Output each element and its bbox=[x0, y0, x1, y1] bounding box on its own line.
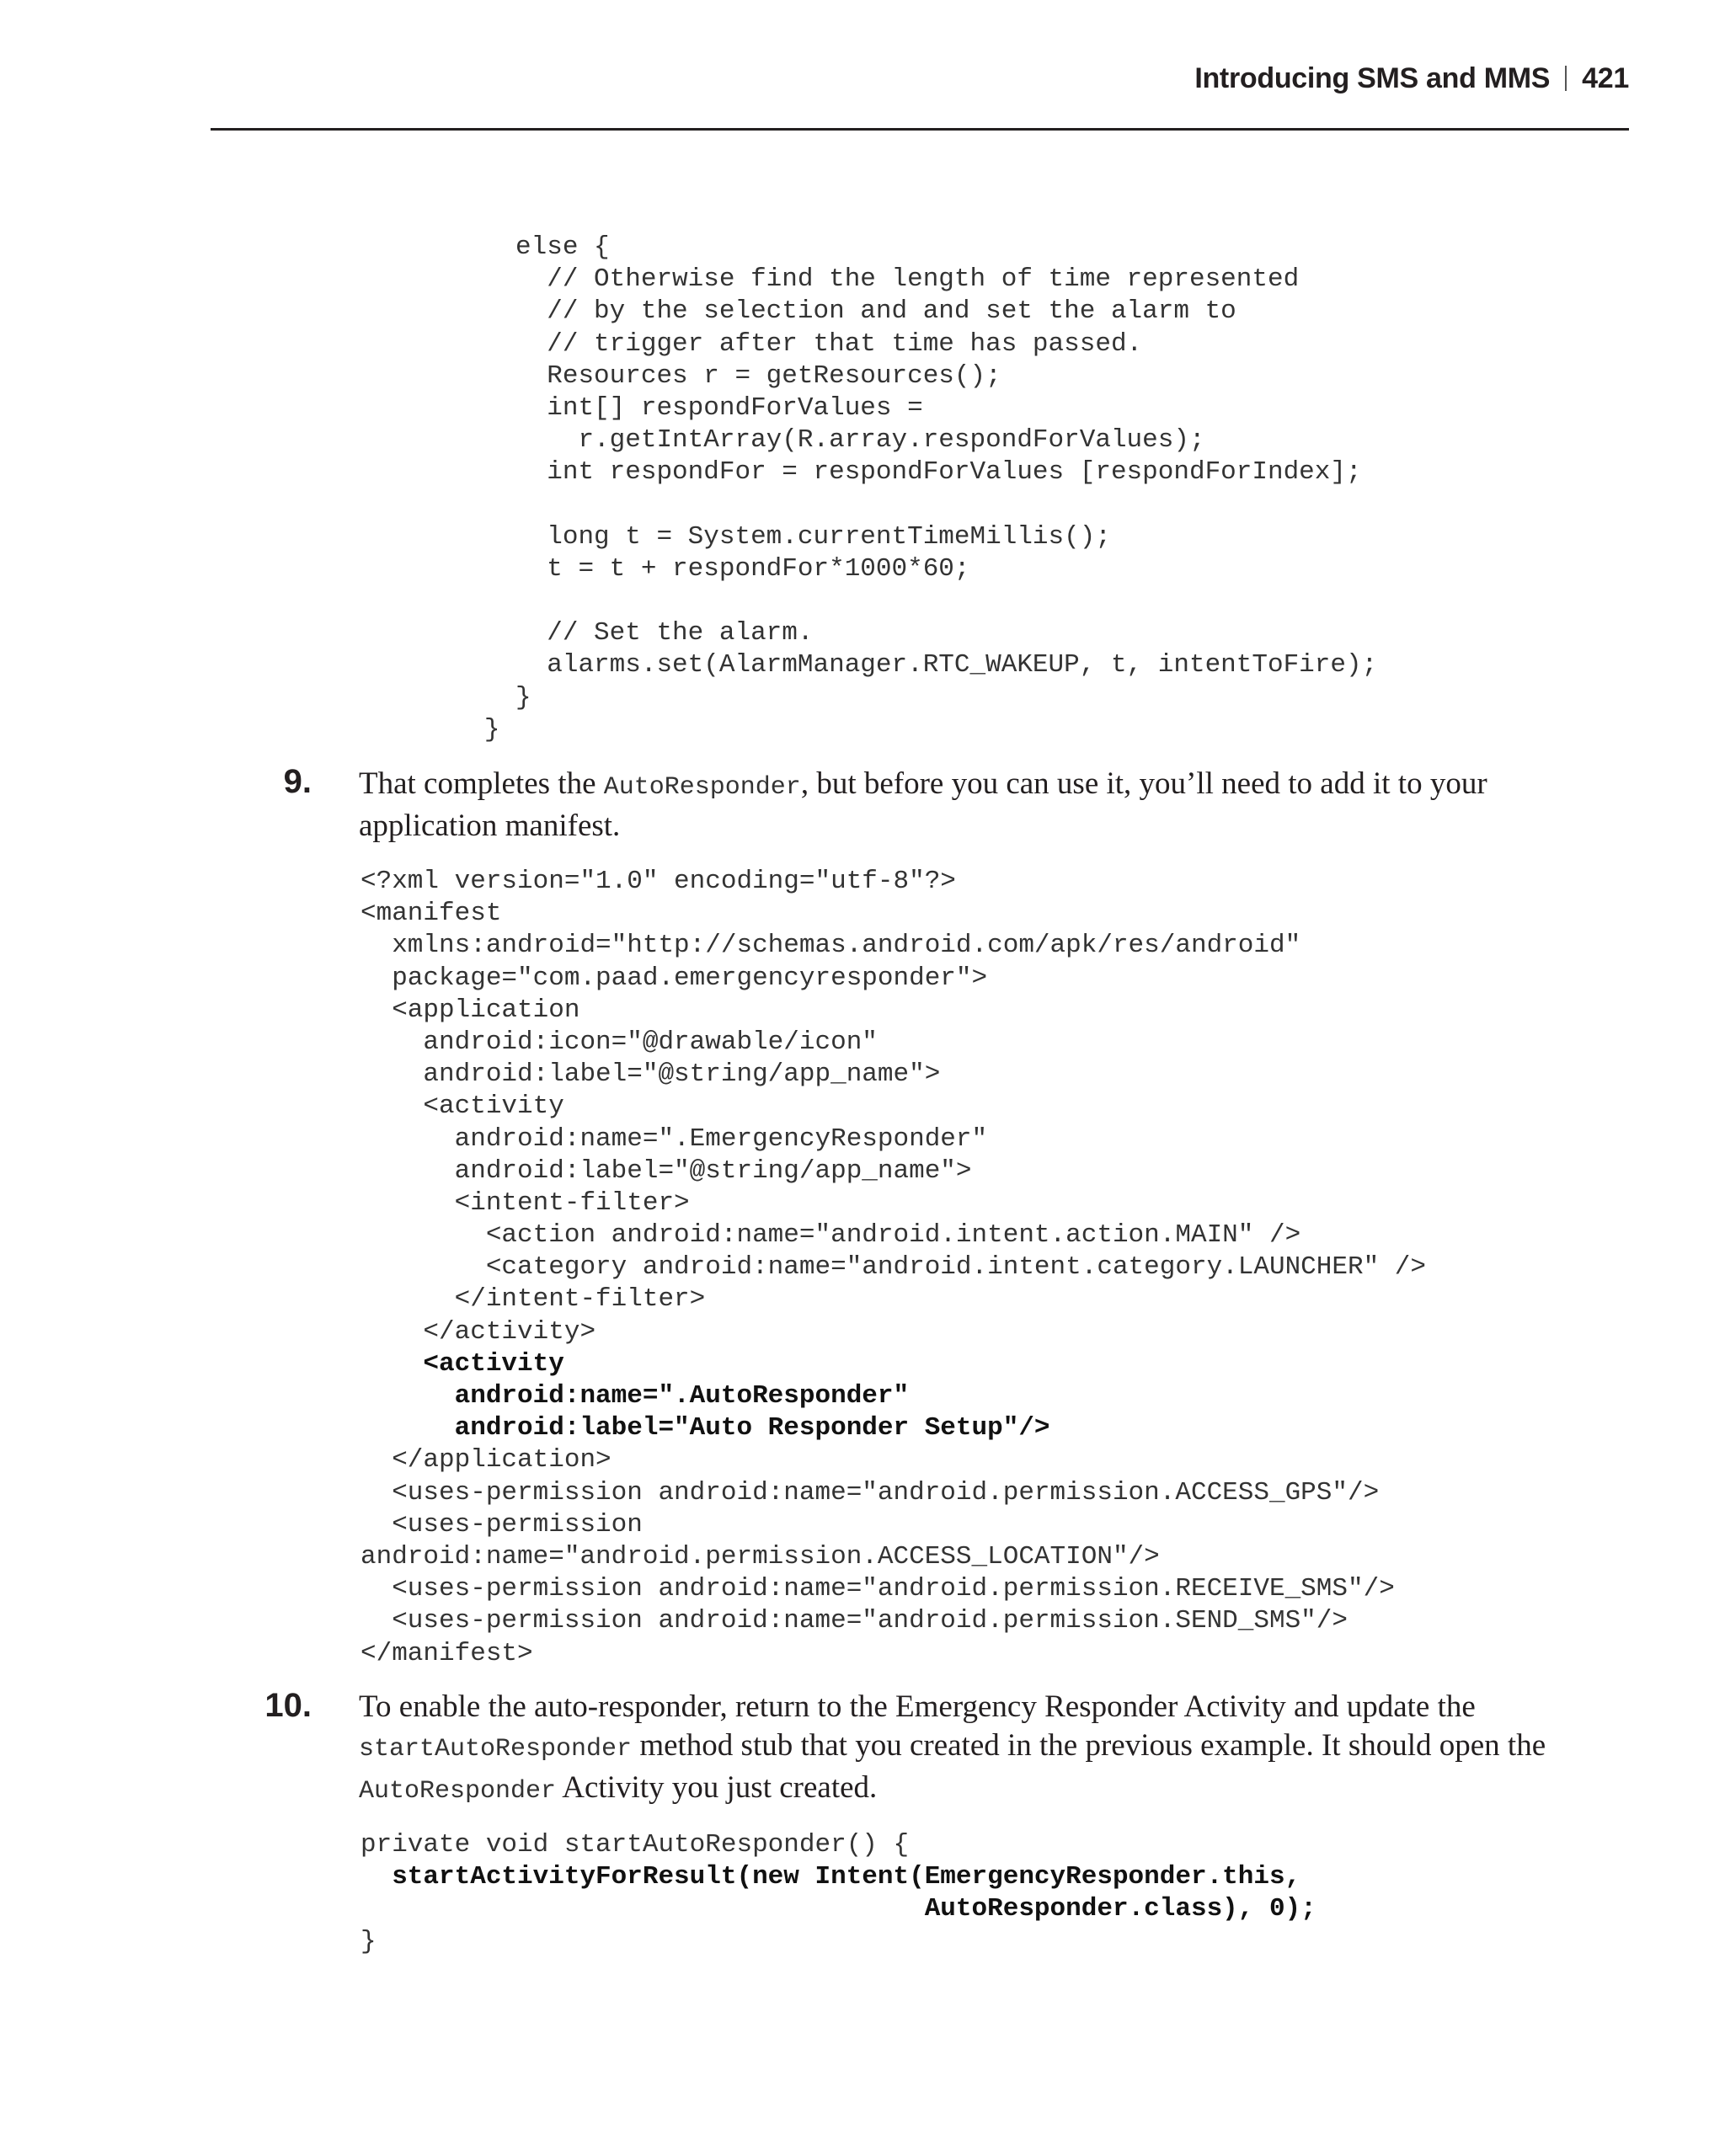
code-line: <uses-permission android:name="android.permission.SEND_SMS"/> bbox=[360, 1606, 1348, 1636]
code-block-alarm bbox=[359, 232, 1377, 746]
code-line: <category android:name="android.intent.category.LAUNCHER" /> bbox=[360, 1252, 1427, 1283]
running-head bbox=[211, 59, 1629, 131]
code-line: android:icon="@drawable/icon" bbox=[360, 1027, 878, 1057]
code-line: private void startAutoResponder() { bbox=[360, 1830, 910, 1860]
code-line: AutoResponder.class), 0); bbox=[360, 1894, 1316, 1924]
code-line: Resources r = getResources(); bbox=[359, 360, 1001, 391]
code-line: <?xml version="1.0" encoding="utf-8"?> bbox=[360, 867, 956, 896]
step-10-text bbox=[359, 1688, 1563, 1811]
step-10-text-1: To enable the auto-responder, return to the Emergency Responder Activity and update the bbox=[359, 1689, 1476, 1724]
code-line: <intent-filter> bbox=[360, 1187, 690, 1218]
code-line: android:label="Auto Responder Setup"/> bbox=[360, 1413, 1050, 1444]
step-10-text-2: method stub that you created in the previous example. It should open the bbox=[632, 1728, 1546, 1763]
code-line: <application bbox=[360, 995, 580, 1025]
code-line: } bbox=[359, 714, 500, 744]
step-10-code-ref-2: AutoResponder bbox=[359, 1777, 557, 1806]
code-line: <action android:name="android.intent.action.MAIN" /> bbox=[360, 1220, 1301, 1251]
code-line: t = t + respondFor*1000*60; bbox=[359, 553, 970, 584]
step-number-10: 10. bbox=[264, 1687, 312, 1724]
step-10-code-ref-1: startAutoResponder bbox=[359, 1735, 633, 1764]
code-line: </intent-filter> bbox=[360, 1284, 706, 1315]
code-line: <activity bbox=[360, 1091, 564, 1122]
code-line: android:name=".EmergencyResponder" bbox=[360, 1123, 988, 1154]
step-9-code-ref: AutoResponder bbox=[603, 773, 801, 802]
step-10-text-3: Activity you just created. bbox=[556, 1770, 878, 1805]
code-line: r.getIntArray(R.array.respondForValues); bbox=[359, 425, 1205, 456]
code-line: xmlns:android="http://schemas.android.com/apk/res/android" bbox=[360, 931, 1301, 961]
step-9-text-after: , but before you can use it, you’ll need to add it to your application manifest. bbox=[359, 766, 1487, 843]
code-line: alarms.set(AlarmManager.RTC_WAKEUP, t, intentToFire); bbox=[359, 650, 1378, 680]
code-line: long t = System.currentTimeMillis(); bbox=[359, 521, 1111, 552]
code-line: else { bbox=[359, 232, 610, 262]
page-number: 421 bbox=[1582, 62, 1629, 94]
code-line: android:label="@string/app_name"> bbox=[360, 1059, 941, 1090]
code-block-start-auto-responder bbox=[360, 1829, 1316, 1958]
code-line: // trigger after that time has passed. bbox=[359, 328, 1143, 359]
code-block-manifest bbox=[360, 866, 1426, 1670]
code-line: <uses-permission bbox=[360, 1509, 643, 1540]
code-line: android:name=".AutoResponder" bbox=[360, 1381, 910, 1411]
running-head-text bbox=[1194, 62, 1629, 95]
code-line: int[] respondForValues = bbox=[359, 392, 923, 423]
code-line: android:label="@string/app_name"> bbox=[360, 1155, 972, 1186]
code-line: <uses-permission android:name="android.permission.RECEIVE_SMS"/> bbox=[360, 1574, 1395, 1604]
code-line: startActivityForResult(new Intent(EmergencyResponder.this, bbox=[360, 1862, 1301, 1892]
code-line bbox=[359, 585, 1377, 617]
code-line: <manifest bbox=[360, 899, 502, 929]
code-line: } bbox=[359, 682, 531, 712]
code-line: // by the selection and and set the alarm to bbox=[359, 296, 1236, 327]
code-line: } bbox=[360, 1926, 377, 1956]
code-line bbox=[359, 489, 1377, 521]
code-line: </application> bbox=[360, 1445, 611, 1476]
code-line: int respondFor = respondForValues [respondForIndex]; bbox=[359, 457, 1362, 488]
code-line: package="com.paad.emergencyresponder"> bbox=[360, 963, 988, 993]
step-number-9: 9. bbox=[283, 763, 312, 800]
code-line: // Otherwise find the length of time represented bbox=[359, 264, 1300, 295]
code-line: <activity bbox=[360, 1348, 564, 1379]
code-line: </activity> bbox=[360, 1316, 596, 1347]
step-9-text bbox=[359, 765, 1563, 846]
header-separator bbox=[1565, 66, 1567, 91]
section-title: Introducing SMS and MMS bbox=[1194, 62, 1551, 94]
step-9-text-before: That completes the bbox=[359, 766, 604, 801]
code-line: android:name="android.permission.ACCESS_LOCATION"/> bbox=[360, 1541, 1160, 1572]
code-line: <uses-permission android:name="android.permission.ACCESS_GPS"/> bbox=[360, 1477, 1380, 1508]
code-line: </manifest> bbox=[360, 1638, 533, 1668]
code-line: // Set the alarm. bbox=[359, 618, 814, 648]
